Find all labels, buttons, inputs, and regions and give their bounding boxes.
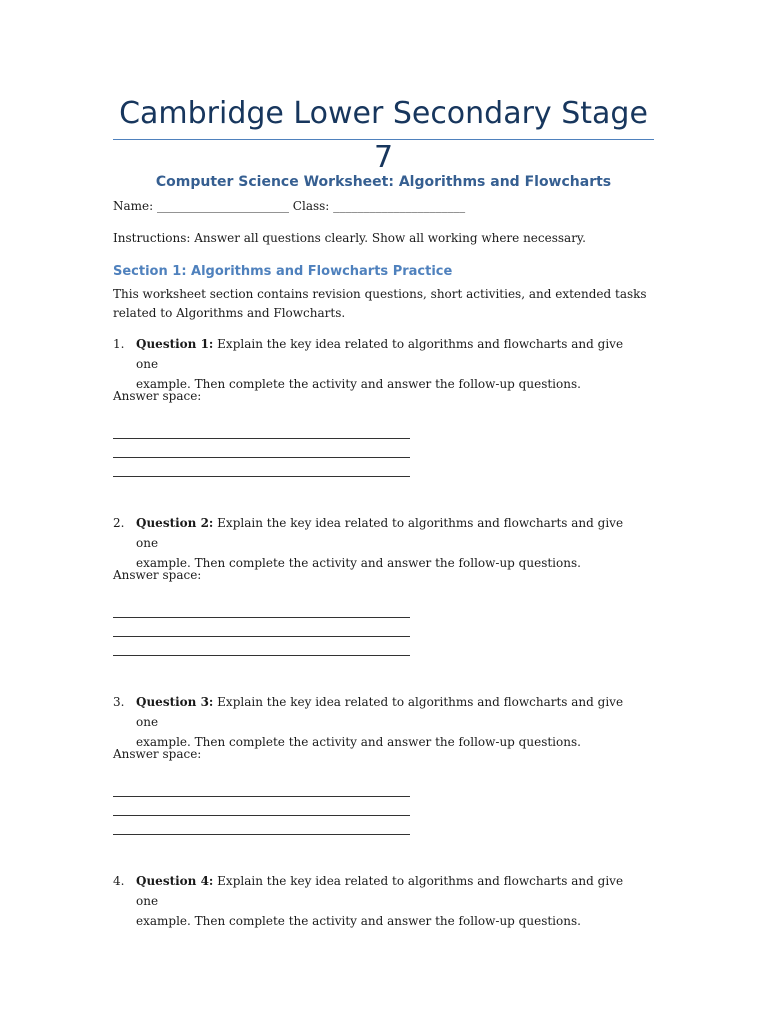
question-text: Explain the key idea related to algorithms and flowcharts and give one bbox=[136, 874, 624, 908]
question-label: Question 1: bbox=[136, 337, 214, 351]
section-intro-line-2: related to Algorithms and Flowcharts. bbox=[113, 306, 346, 320]
answer-line[interactable] bbox=[113, 476, 410, 477]
question-line-2: example. Then complete the activity and answer the follow-up questions. bbox=[136, 735, 581, 749]
title-divider bbox=[113, 139, 654, 140]
question-2 bbox=[113, 513, 654, 573]
question-line-2: example. Then complete the activity and answer the follow-up questions. bbox=[136, 556, 581, 570]
question-line-1 bbox=[136, 692, 646, 732]
answer-space-label: Answer space: bbox=[113, 568, 202, 582]
instructions-text: Instructions: Answer all questions clearly. Show all working where necessary. bbox=[113, 231, 586, 245]
section-intro-line-1: This worksheet section contains revision questions, short activities, and extended tasks bbox=[113, 287, 647, 301]
answer-space-label: Answer space: bbox=[113, 747, 202, 761]
question-number: 4. bbox=[113, 874, 125, 888]
question-3 bbox=[113, 692, 654, 752]
question-text: Explain the key idea related to algorithms and flowcharts and give one bbox=[136, 337, 624, 371]
question-label: Question 4: bbox=[136, 874, 214, 888]
question-text: Explain the key idea related to algorithms and flowcharts and give one bbox=[136, 695, 624, 729]
answer-line[interactable] bbox=[113, 655, 410, 656]
question-text: Explain the key idea related to algorithms and flowcharts and give one bbox=[136, 516, 624, 550]
answer-line[interactable] bbox=[113, 457, 410, 458]
answer-line[interactable] bbox=[113, 617, 410, 618]
answer-line[interactable] bbox=[113, 796, 410, 797]
answer-line[interactable] bbox=[113, 438, 410, 439]
worksheet-subtitle: Computer Science Worksheet: Algorithms and Flowcharts bbox=[155, 174, 612, 190]
question-number: 2. bbox=[113, 516, 125, 530]
question-line-1 bbox=[136, 334, 646, 374]
answer-space-label: Answer space: bbox=[113, 389, 202, 403]
question-4 bbox=[113, 871, 654, 931]
question-1 bbox=[113, 334, 654, 394]
name-class-line: Name: ______________________ Class: ______________________ bbox=[113, 199, 466, 213]
question-line-2: example. Then complete the activity and answer the follow-up questions. bbox=[136, 377, 581, 391]
question-number: 3. bbox=[113, 695, 125, 709]
question-line-1 bbox=[136, 513, 646, 553]
question-line-1 bbox=[136, 871, 646, 911]
section-heading: Section 1: Algorithms and Flowcharts Practice bbox=[113, 264, 453, 279]
answer-line[interactable] bbox=[113, 815, 410, 816]
answer-line[interactable] bbox=[113, 636, 410, 637]
question-label: Question 2: bbox=[136, 516, 214, 530]
answer-line[interactable] bbox=[113, 834, 410, 835]
document-title: Cambridge Lower Secondary Stage 7 bbox=[119, 96, 648, 175]
question-number: 1. bbox=[113, 337, 125, 351]
question-label: Question 3: bbox=[136, 695, 214, 709]
question-line-2: example. Then complete the activity and answer the follow-up questions. bbox=[136, 914, 581, 928]
